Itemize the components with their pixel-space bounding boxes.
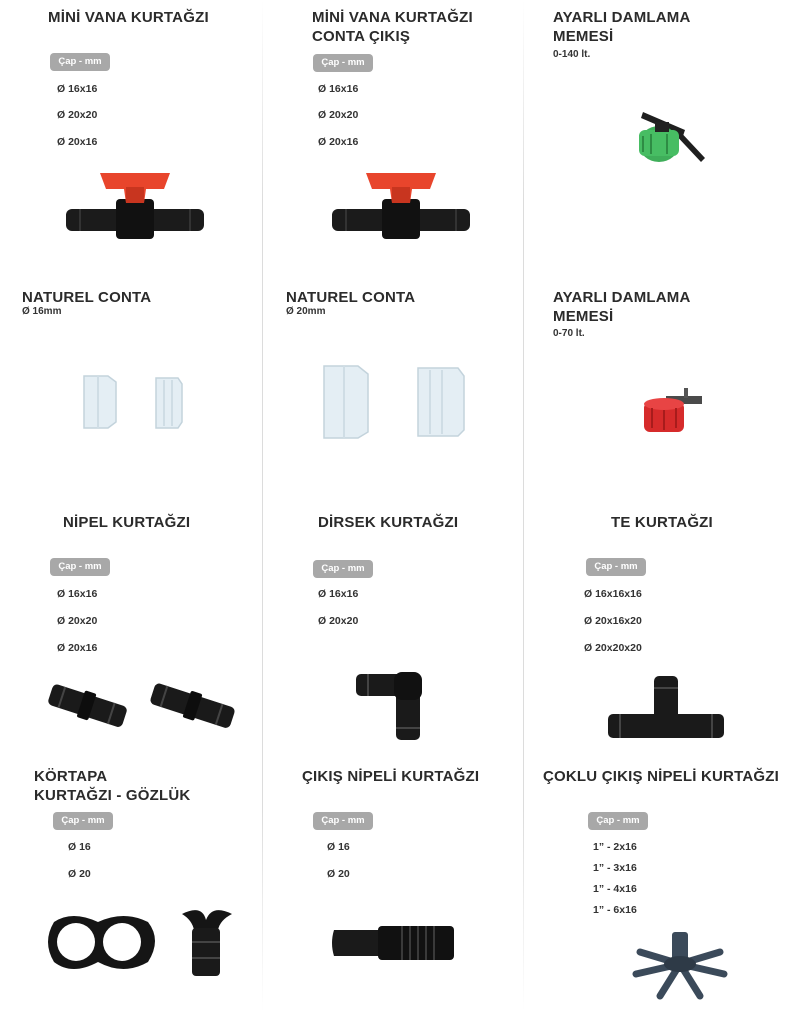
product-title: CONTA ÇIKIŞ [312, 28, 411, 45]
flow-rate-note: 0-70 lt. [553, 328, 585, 339]
flow-rate-note: 0-140 lt. [553, 49, 591, 60]
size-item: Ø 20x16 [318, 136, 359, 148]
size-item: Ø 16x16 [57, 83, 98, 95]
size-item: Ø 20x16 [57, 642, 98, 654]
size-item: Ø 20x20 [57, 615, 98, 627]
product-title: MİNİ VANA KURTAĞZI [48, 9, 209, 26]
size-item: Ø 16 [68, 841, 91, 853]
size-item: Ø 16x16 [318, 588, 359, 600]
product-title: MEMESİ [553, 308, 614, 325]
rubber-seal-icon [78, 372, 198, 432]
size-header-badge: Çap - mm [313, 560, 373, 578]
size-header-badge: Çap - mm [313, 54, 373, 72]
size-item: Ø 16 [327, 841, 350, 853]
size-item: 1” - 6x16 [593, 904, 637, 916]
product-title: ÇOKLU ÇIKIŞ NİPELİ KURTAĞZI [543, 768, 779, 785]
size-item: Ø 20x20x20 [584, 642, 642, 654]
diameter-note: Ø 20mm [286, 306, 326, 317]
end-cap-icon [42, 900, 252, 990]
diameter-note: Ø 16mm [22, 306, 62, 317]
size-item: 1” - 4x16 [593, 883, 637, 895]
product-title: AYARLI DAMLAMA [553, 9, 691, 26]
product-title: NATUREL CONTA [286, 289, 416, 306]
size-item: Ø 16x16 [318, 83, 359, 95]
mini-valve-icon [326, 165, 476, 245]
size-item: Ø 20x20 [318, 109, 359, 121]
nipple-icon [40, 672, 250, 742]
mini-valve-icon [60, 165, 210, 245]
size-item: Ø 20 [327, 868, 350, 880]
product-title: KÖRTAPA [34, 768, 108, 785]
product-title: TE KURTAĞZI [611, 514, 713, 531]
product-title: KURTAĞZI - GÖZLÜK [34, 787, 191, 804]
size-header-badge: Çap - mm [588, 812, 648, 830]
size-item: Ø 20 [68, 868, 91, 880]
elbow-icon [350, 666, 440, 746]
size-header-badge: Çap - mm [50, 558, 110, 576]
size-item: Ø 20x20 [57, 109, 98, 121]
size-header-badge: Çap - mm [313, 812, 373, 830]
size-item: 1” - 3x16 [593, 862, 637, 874]
size-item: Ø 16x16 [57, 588, 98, 600]
size-item: Ø 20x20 [318, 615, 359, 627]
product-title: DİRSEK KURTAĞZI [318, 514, 459, 531]
size-item: Ø 20x16x20 [584, 615, 642, 627]
product-title: MİNİ VANA KURTAĞZI [312, 9, 473, 26]
tee-icon [604, 672, 728, 746]
product-title: NATUREL CONTA [22, 289, 152, 306]
red-dripper-icon [636, 382, 716, 452]
multi-outlet-icon [630, 928, 730, 1004]
rubber-seal-icon [318, 362, 478, 442]
size-header-badge: Çap - mm [586, 558, 646, 576]
size-item: Ø 20x16 [57, 136, 98, 148]
size-item: Ø 16x16x16 [584, 588, 642, 600]
product-title: NİPEL KURTAĞZI [63, 514, 191, 531]
product-title: ÇIKIŞ NİPELİ KURTAĞZI [302, 768, 480, 785]
size-item: 1” - 2x16 [593, 841, 637, 853]
size-header-badge: Çap - mm [50, 53, 110, 71]
green-dripper-icon [625, 100, 715, 180]
size-header-badge: Çap - mm [53, 812, 113, 830]
outlet-nipple-icon [330, 918, 460, 968]
product-title: AYARLI DAMLAMA [553, 289, 691, 306]
product-title: MEMESİ [553, 28, 614, 45]
